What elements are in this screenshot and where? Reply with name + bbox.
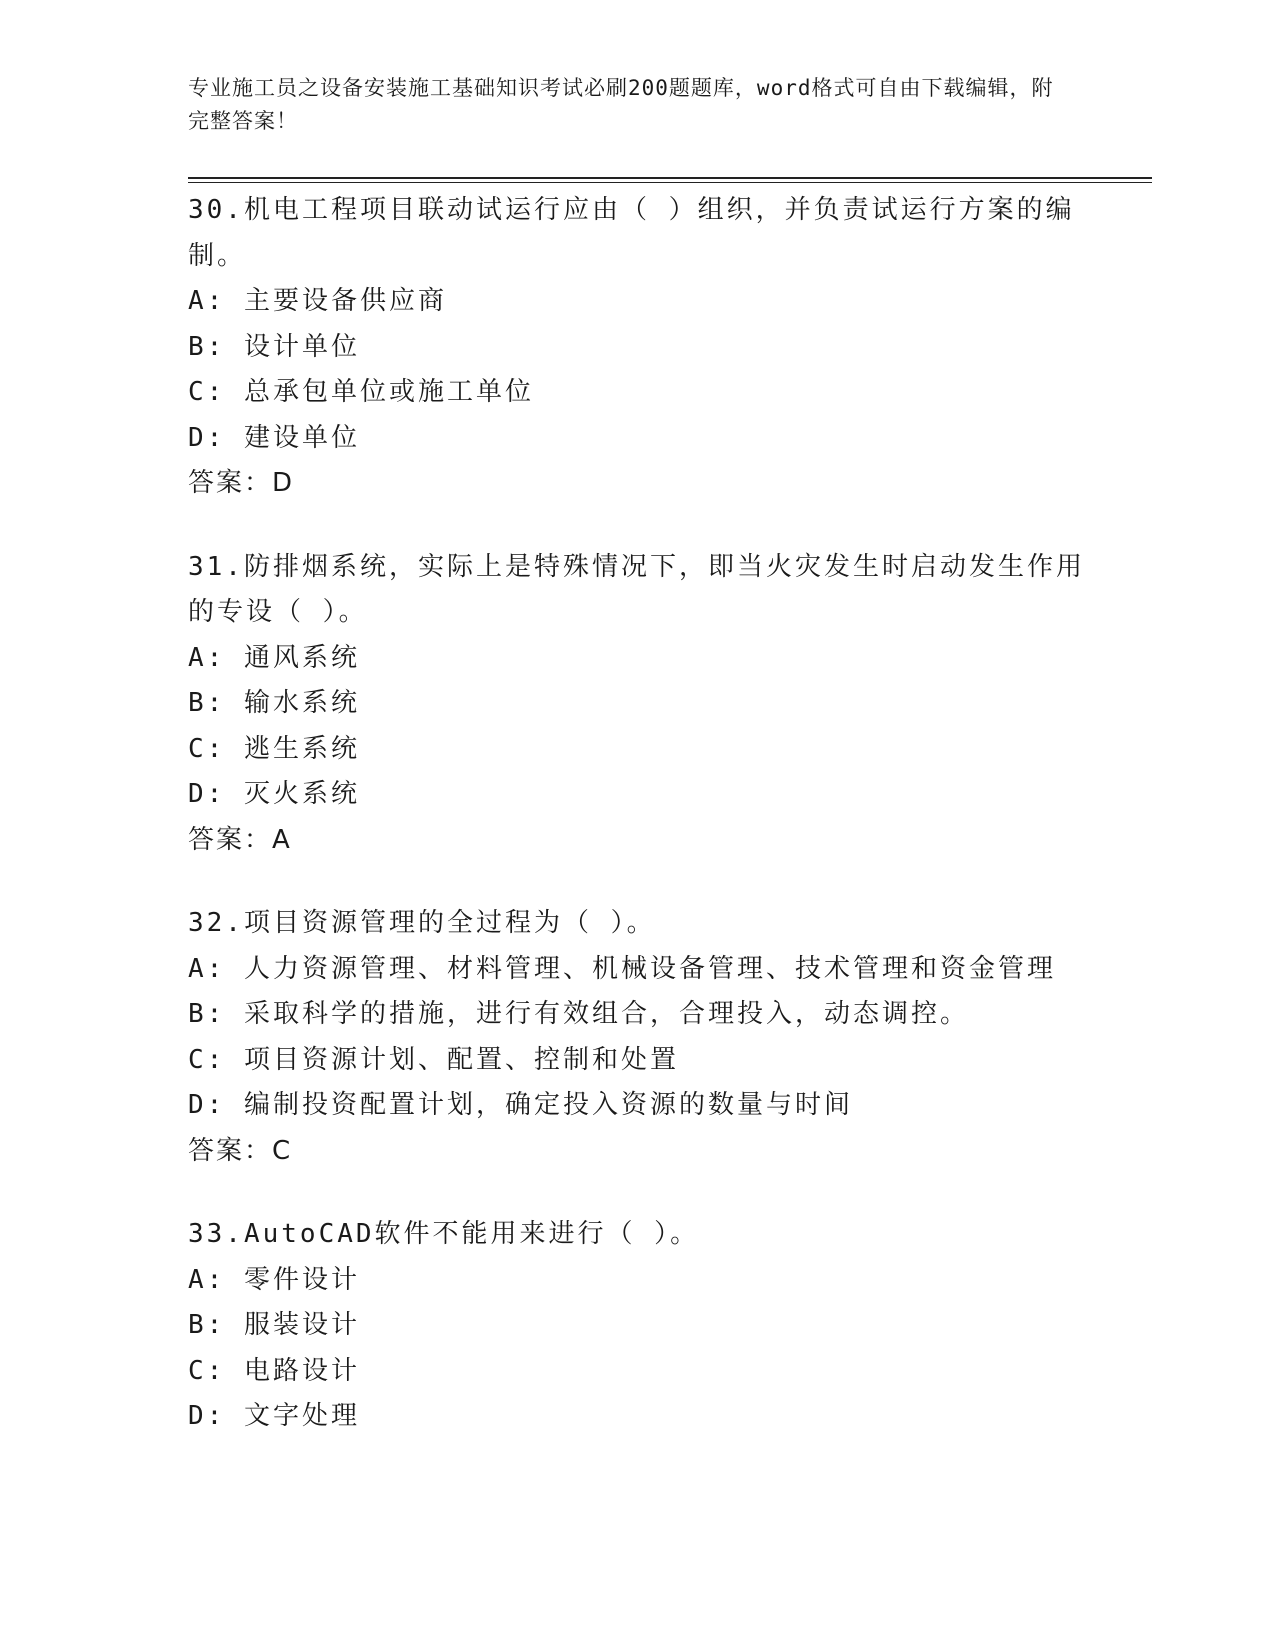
option-b: B: 设计单位 [188, 331, 360, 362]
option-a: A: 零件设计 [188, 1264, 360, 1295]
question-item [188, 1212, 1088, 1440]
question-stem: 32.项目资源管理的全过程为（ ）。 [188, 908, 656, 938]
document-header: 专业施工员之设备安装施工基础知识考试必刷200题题库，word格式可自由下载编辑，附完整答案！ [188, 76, 1054, 133]
option-d: D: 灭火系统 [188, 779, 360, 809]
option-b: B: 输水系统 [188, 688, 360, 718]
option-b: B: 采取科学的措施，进行有效组合，合理投入，动态调控。 [188, 999, 969, 1029]
option-d: D: 文字处理 [188, 1401, 360, 1431]
question-stem: 31.防排烟系统，实际上是特殊情况下，即当火灾发生时启动发生作用的专设（ ）。 [188, 551, 1085, 627]
option-b: B: 服装设计 [188, 1310, 360, 1340]
answer: 答案：D [188, 468, 295, 498]
question-item [188, 188, 1088, 507]
option-c: C: 电路设计 [188, 1355, 360, 1386]
option-a: A: 主要设备供应商 [188, 286, 447, 316]
answer: 答案：A [188, 824, 292, 855]
question-item [188, 901, 1088, 1174]
option-c: C: 项目资源计划、配置、控制和处置 [188, 1044, 679, 1075]
header-divider [188, 177, 1152, 179]
option-a: A: 通风系统 [188, 642, 360, 673]
header-divider-thin [188, 182, 1152, 183]
option-c: C: 总承包单位或施工单位 [188, 377, 534, 407]
option-d: D: 建设单位 [188, 422, 360, 453]
question-item [188, 545, 1088, 864]
question-stem: 33.AutoCAD软件不能用来进行（ ）。 [188, 1219, 700, 1249]
option-c: C: 逃生系统 [188, 733, 360, 764]
question-stem: 30.机电工程项目联动试运行应由（ ）组织，并负责试运行方案的编制。 [188, 195, 1075, 271]
question-list [188, 188, 1088, 1478]
option-d: D: 编制投资配置计划，确定投入资源的数量与时间 [188, 1090, 853, 1120]
answer: 答案：C [188, 1135, 293, 1166]
option-a: A: 人力资源管理、材料管理、机械设备管理、技术管理和资金管理 [188, 953, 1056, 984]
